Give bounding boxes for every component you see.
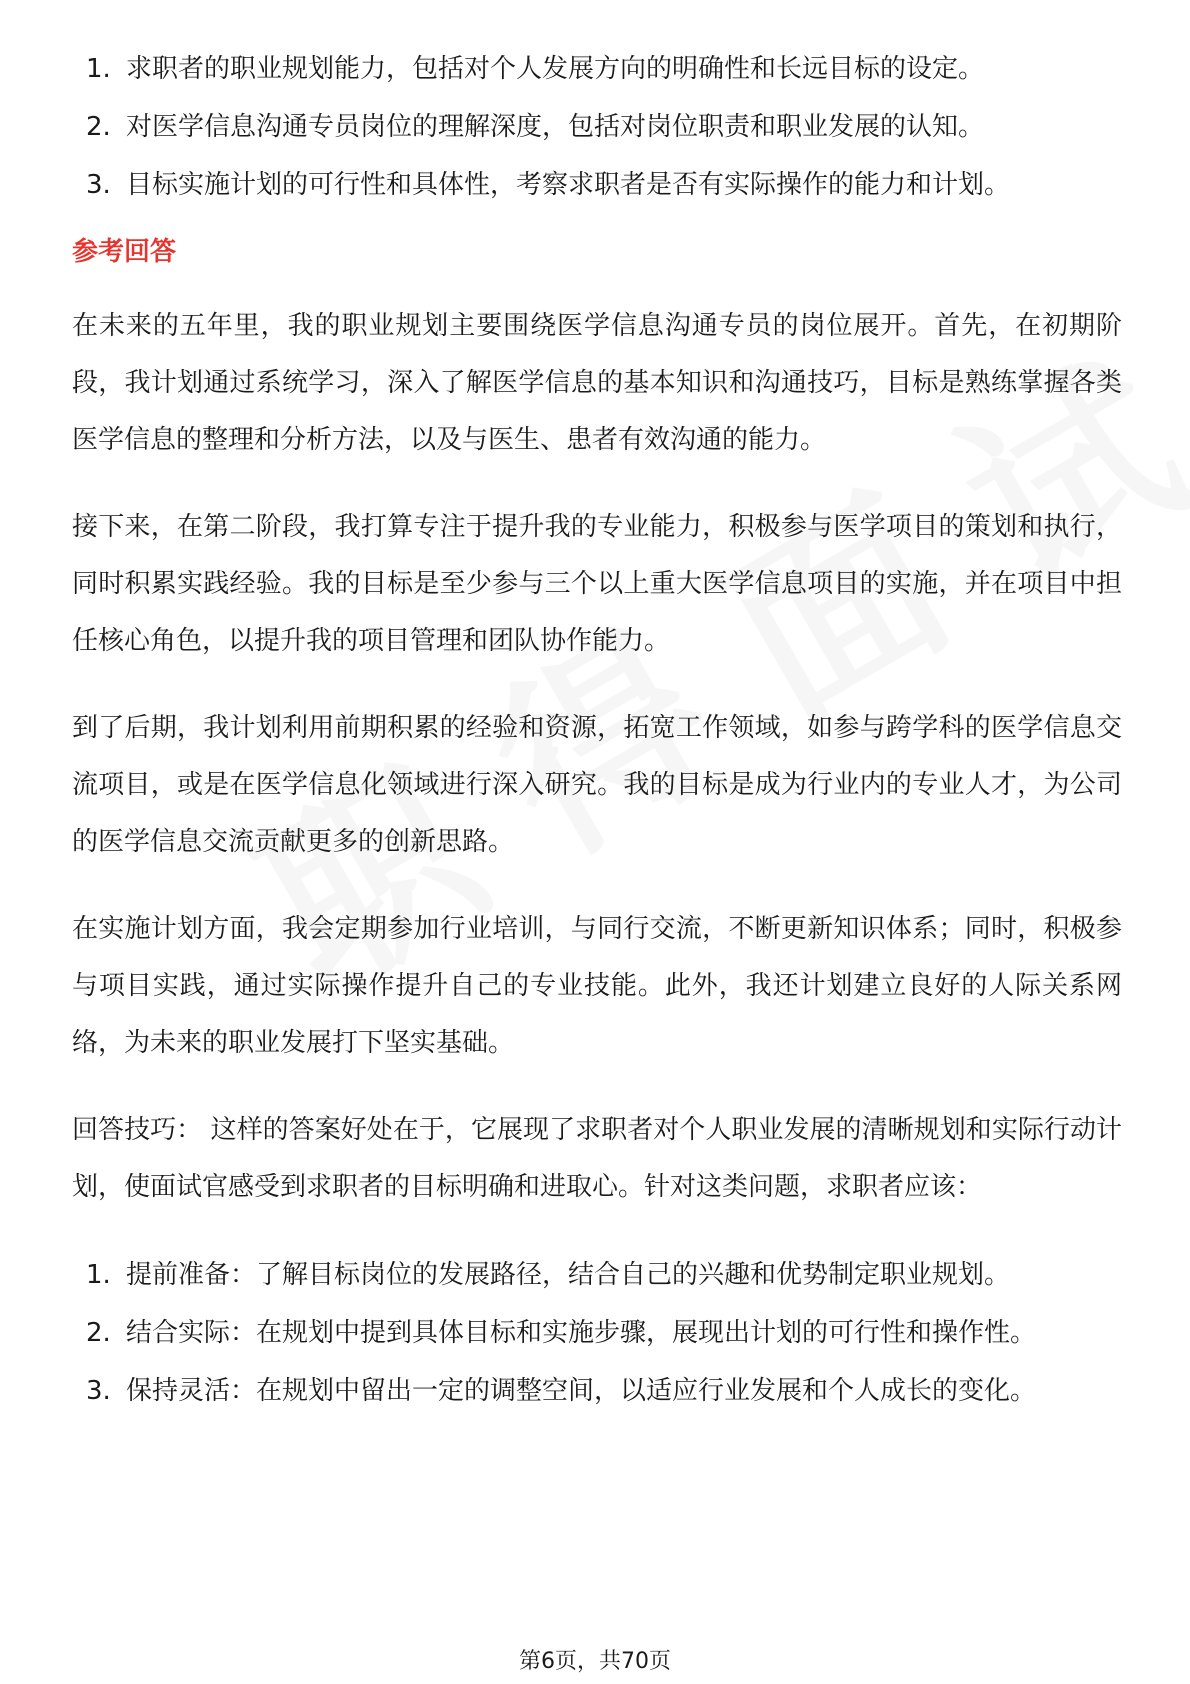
- list-item: [72, 156, 1122, 214]
- list-item-number: 2.: [86, 112, 111, 142]
- list-item-text: 保持灵活：在规划中留出一定的调整空间，以适应行业发展和个人成长的变化。: [126, 1376, 1037, 1406]
- list-item: [72, 1362, 1122, 1420]
- list-item-text: 求职者的职业规划能力，包括对个人发展方向的明确性和长远目标的设定。: [126, 54, 985, 84]
- answer-paragraph: 在未来的五年里，我的职业规划主要围绕医学信息沟通专员的岗位展开。首先，在初期阶段，我计划通过系统学习，深入了解医学信息的基本知识和沟通技巧，目标是熟练掌握各类医学信息的整理和分析方法，以及与医生、患者有效沟通的能力。: [72, 311, 1122, 455]
- list-item-number: 1.: [86, 1260, 111, 1290]
- list-item-text: 目标实施计划的可行性和具体性，考察求职者是否有实际操作的能力和计划。: [126, 170, 1011, 200]
- answer-paragraph: 到了后期，我计划利用前期积累的经验和资源，拓宽工作领域，如参与跨学科的医学信息交流项目，或是在医学信息化领域进行深入研究。我的目标是成为行业内的专业人才，为公司的医学信息交流贡献更多的创新思路。: [72, 713, 1122, 857]
- page-number-footer: 第6页，共70页: [519, 1649, 671, 1674]
- answer-heading: 参考回答: [72, 237, 177, 267]
- answer-paragraph: 在实施计划方面，我会定期参加行业培训，与同行交流，不断更新知识体系；同时，积极参与项目实践，通过实际操作提升自己的专业技能。此外，我还计划建立良好的人际关系网络，为未来的职业发展打下坚实基础。: [72, 914, 1122, 1058]
- list-item: [72, 1246, 1122, 1304]
- list-item: [72, 40, 1122, 98]
- list-item-text: 对医学信息沟通专员岗位的理解深度，包括对岗位职责和职业发展的认知。: [126, 112, 985, 142]
- list-item: [72, 1304, 1122, 1362]
- list-item-number: 3.: [86, 1376, 111, 1406]
- list-item-number: 1.: [86, 54, 111, 84]
- evaluation-points-list: [72, 40, 1122, 214]
- list-item: [72, 98, 1122, 156]
- tips-list: [72, 1246, 1122, 1420]
- answer-tips-paragraph: 回答技巧： 这样的答案好处在于，它展现了求职者对个人职业发展的清晰规划和实际行动计划，使面试官感受到求职者的目标明确和进取心。针对这类问题，求职者应该：: [72, 1115, 1122, 1202]
- list-item-text: 结合实际：在规划中提到具体目标和实施步骤，展现出计划的可行性和操作性。: [126, 1318, 1037, 1348]
- answer-paragraph: 接下来，在第二阶段，我打算专注于提升我的专业能力，积极参与医学项目的策划和执行，同时积累实践经验。我的目标是至少参与三个以上重大医学信息项目的实施，并在项目中担任核心角色，以提升我的项目管理和团队协作能力。: [72, 512, 1122, 656]
- page-content: [72, 40, 1122, 1420]
- list-item-text: 提前准备：了解目标岗位的发展路径，结合自己的兴趣和优势制定职业规划。: [126, 1260, 1011, 1290]
- list-item-number: 3.: [86, 170, 111, 200]
- list-item-number: 2.: [86, 1318, 111, 1348]
